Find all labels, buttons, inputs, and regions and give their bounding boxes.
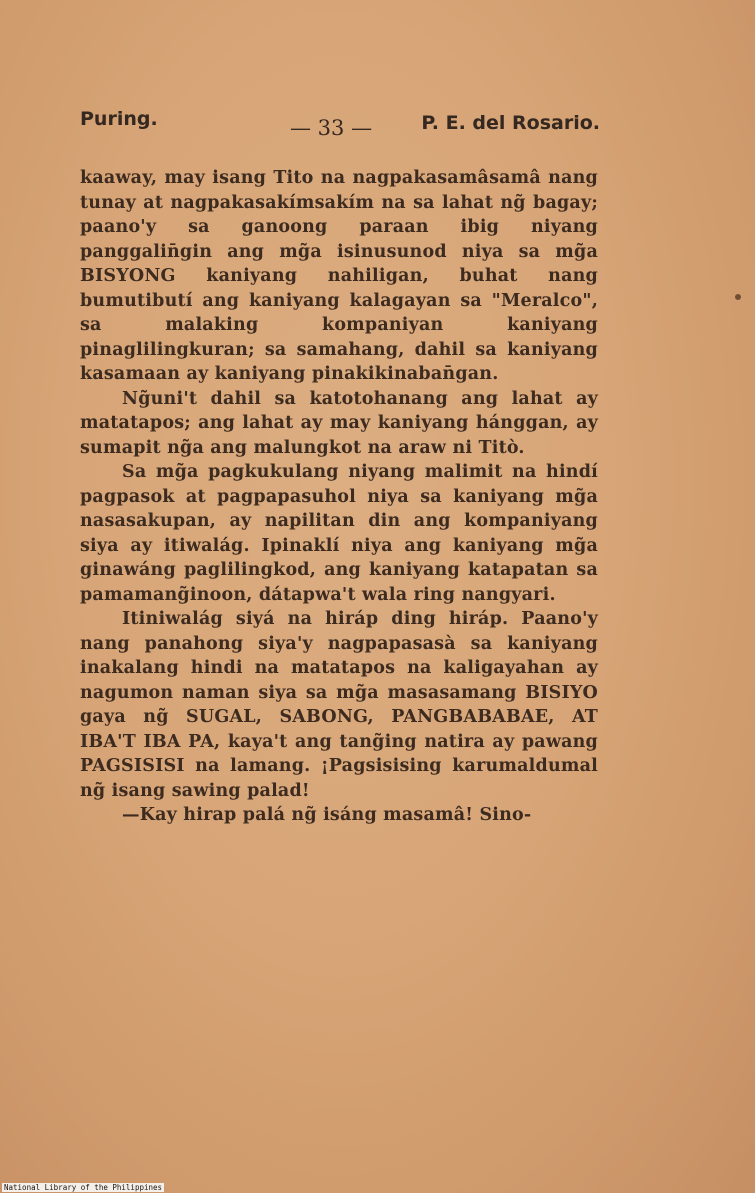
paragraph-1: kaaway, may isang Tito na nagpakasamâsamâ nang tunay at nagpakasakímsakím na sa lahat ng̃ bagay; paano'y sa ganoong paraan ibig niyang panggalin̄gin ang mg̃a isinusunod niya sa mg̃a BISYONG kaniyang nahiligan, buhat nang bumutibutí ang kaniyang kalagayan sa "Meralco", sa malaking kompaniyan kaniyang pinaglilingkuran; sa samahang, dahil sa kaniyang kasamaan ay kaniyang pinakikinaban̄gan. bbox=[80, 168, 598, 384]
header-title: Puring. bbox=[80, 108, 158, 130]
library-credit: National Library of the Philippines bbox=[4, 1183, 163, 1192]
page-body bbox=[80, 166, 598, 828]
ink-speck bbox=[735, 294, 741, 300]
paragraph-5: —Kay hirap palá ng̃ isáng masamâ! Sino- bbox=[122, 805, 532, 825]
paragraph-2: Ng̃uni't dahil sa katotohanang ang lahat ay matatapos; ang lahat ay may kaniyang hánggan, ay sumapit ng̃a ang malungkot na araw ni Titò. bbox=[80, 388, 598, 458]
page-header bbox=[80, 108, 600, 140]
paragraph-4: Itiniwalág siyá na hiráp ding hiráp. Paano'y nang panahong siya'y nagpapasasà sa kaniyang inakalang hindi na matatapos na kaligayahan ay nagumon naman siya sa mg̃a masasamang BISIYO gaya ng̃ SUGAL, SABONG, PANGBABABAE, AT IBA'T IBA PA, kaya't ang tang̃ing natira ay pawang PAGSISISI na lamang. ¡Pagsisising karumaldumal ng̃ isang sawing palad! bbox=[80, 609, 598, 801]
page-number: — 33 — bbox=[290, 116, 373, 140]
paragraph-3: Sa mg̃a pagkukulang niyang malimit na hindí pagpasok at pagpapasuhol niya sa kaniyang mg̃a nasasakupan, ay napilitan din ang kompaniyang siya ay itiwalág. Ipinaklí niya ang kaniyang mg̃a ginawáng paglilingkod, ang kaniyang katapatan sa pamamang̃inoon, dátapwa't wala ring nangyari. bbox=[80, 462, 598, 605]
header-author: P. E. del Rosario. bbox=[421, 112, 600, 134]
